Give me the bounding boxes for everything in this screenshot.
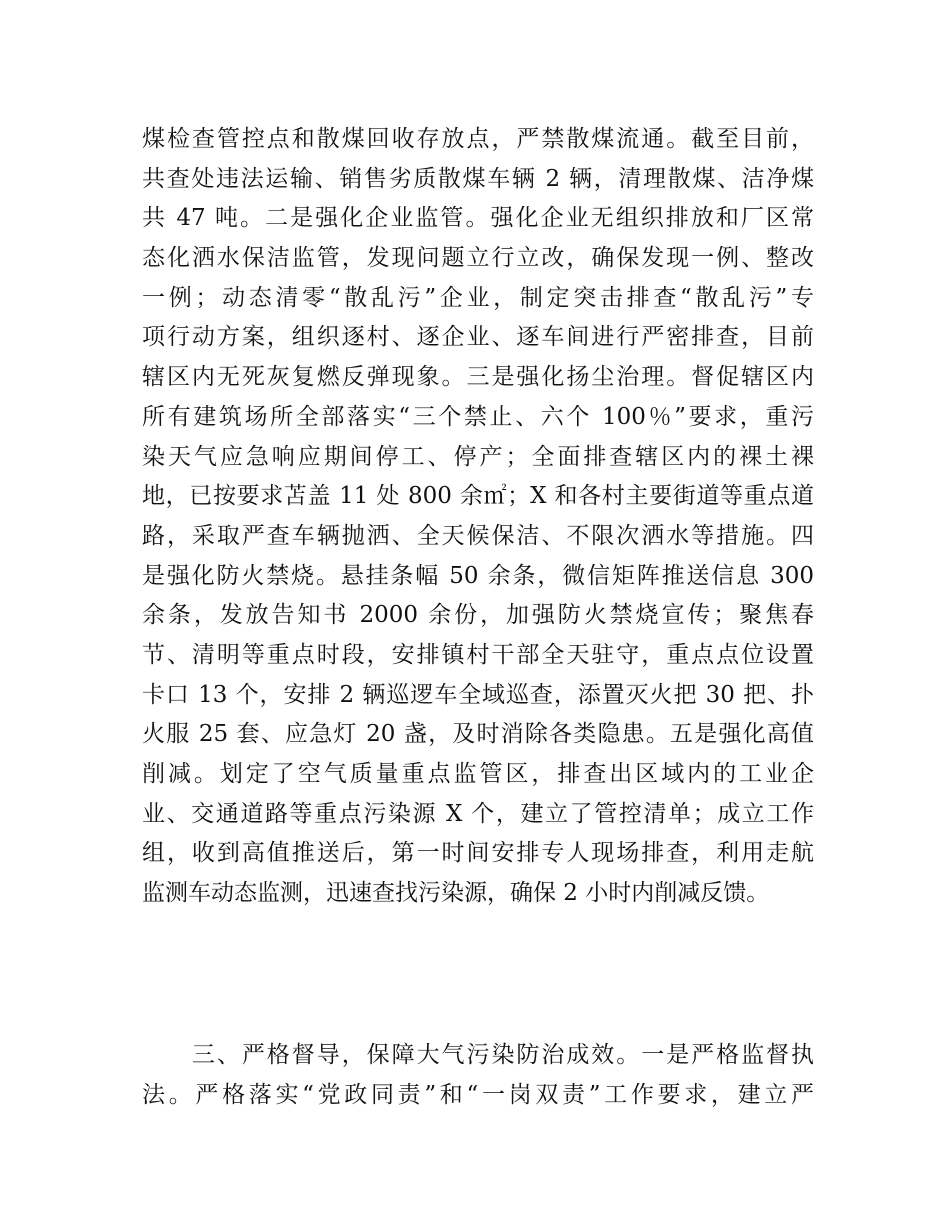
text-line: 辖区内无死灰复燃反弹现象。三是强化扬尘治理。督促辖区内 [142, 364, 814, 391]
text-line: 地，已按要求苫盖 11 处 800 余㎡；X 和各村主要街道等重点道 [142, 483, 814, 510]
body-paragraph-2 [142, 1036, 814, 1115]
text-line: 共 47 吨。二是强化企业监管。强化企业无组织排放和厂区常 [142, 205, 814, 232]
text-line: 是强化防火禁烧。悬挂条幅 50 余条，微信矩阵推送信息 300 [142, 562, 814, 589]
text-line: 火服 25 套、应急灯 20 盏，及时消除各类隐患。五是强化高值 [142, 721, 814, 748]
text-line: 法。严格落实“党政同责”和“一岗双责”工作要求，建立严 [142, 1081, 814, 1108]
text-line: 卡口 13 个，安排 2 辆巡逻车全域巡查，添置灭火把 30 把、扑 [142, 681, 814, 708]
text-line: 煤检查管控点和散煤回收存放点，严禁散煤流通。截至目前， [142, 126, 814, 152]
text-line: 组，收到高值推送后，第一时间安排专人现场排查，利用走航 [142, 840, 814, 867]
text-line: 余条，发放告知书 2000 余份，加强防火禁烧宣传；聚焦春 [142, 602, 814, 629]
text-line: 一例；动态清零“散乱污”企业，制定突击排查“散乱污”专 [142, 284, 814, 311]
text-line: 节、清明等重点时段，安排镇村干部全天驻守，重点点位设置 [142, 641, 814, 668]
text-line: 三、严格督导，保障大气污染防治成效。一是严格监督执 [142, 1042, 814, 1068]
text-line: 共查处违法运输、销售劣质散煤车辆 2 辆，清理散煤、洁净煤 [142, 165, 814, 192]
text-line: 削减。划定了空气质量重点监管区，排查出区域内的工业企 [142, 761, 814, 787]
text-line: 监测车动态监测，迅速查找污染源，确保 2 小时内削减反馈。 [142, 880, 770, 907]
text-line: 态化洒水保洁监管，发现问题立行立改，确保发现一例、整改 [142, 245, 814, 272]
text-line: 项行动方案，组织逐村、逐企业、逐车间进行严密排查，目前 [142, 324, 814, 351]
text-line: 染天气应急响应期间停工、停产；全面排查辖区内的裸土裸 [142, 443, 814, 470]
body-paragraph-1 [142, 120, 814, 914]
text-line: 业、交通道路等重点污染源 X 个，建立了管控清单；成立工作 [142, 800, 814, 827]
text-line: 所有建筑场所全部落实“三个禁止、六个 100％”要求，重污 [142, 403, 814, 430]
text-line: 路，采取严查车辆抛洒、全天候保洁、不限次洒水等措施。四 [142, 522, 814, 549]
